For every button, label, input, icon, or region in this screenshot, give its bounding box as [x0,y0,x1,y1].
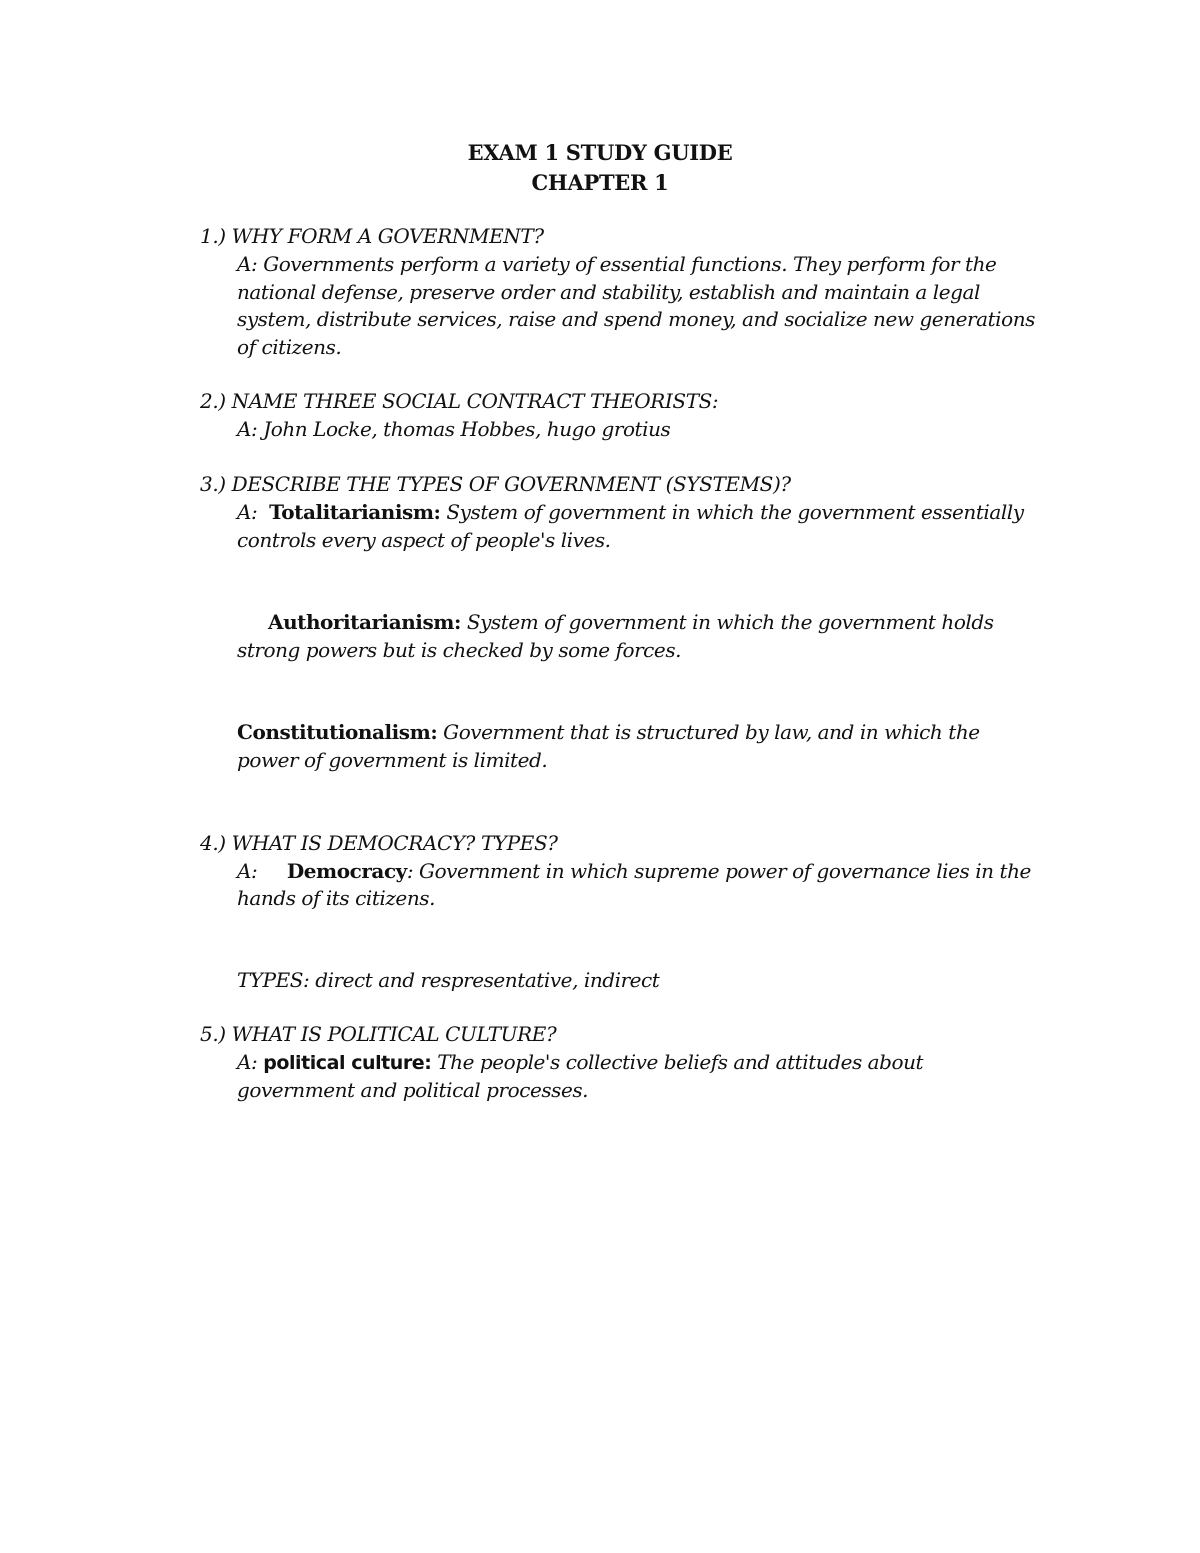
definition-text: System of government in which the government holds [466,610,994,634]
document-title: EXAM 1 STUDY GUIDE [467,140,733,165]
term-democracy: Democracy [286,859,407,883]
definition-text: The people's collective beliefs and attitudes about [437,1050,924,1074]
answer-line: A: John Locke, thomas Hobbes, hugo grotius [237,417,671,441]
question-text: WHAT IS POLITICAL CULTURE? [231,1022,557,1046]
definition-text: : Government in which supreme power of governance lies in the [406,859,1031,883]
question-text: NAME THREE SOCIAL CONTRACT THEORISTS: [231,389,719,413]
answer-line: national defense, preserve order and stability, establish and maintain a legal [237,280,980,304]
question-number: 2.) [200,389,226,413]
chapter-heading: CHAPTER 1 [531,170,669,195]
term-authoritarianism: Authoritarianism: [268,610,461,634]
answer-line: A: Governments perform a variety of essential functions. They perform for the [237,252,997,276]
question-number: 1.) [200,224,226,248]
question-5 [200,1022,556,1046]
definition-text: System of government in which the government essentially [446,500,1024,524]
question-text: DESCRIBE THE TYPES OF GOVERNMENT (SYSTEMS)? [231,472,791,496]
answer-line: controls every aspect of people's lives. [237,528,611,552]
question-text: WHAT IS DEMOCRACY? TYPES? [231,831,558,855]
totalitarianism-definition [237,500,1024,524]
question-3 [200,472,791,496]
political-culture-definition [237,1050,923,1074]
answer-line: of citizens. [237,335,342,359]
answer-prefix: A: [237,1050,258,1074]
question-number: 3.) [200,472,226,496]
question-number: 4.) [200,831,226,855]
question-number: 5.) [200,1022,226,1046]
answer-line: system, distribute services, raise and spend money, and socialize new generations [237,307,1035,331]
question-2 [200,389,718,413]
democracy-types: TYPES: direct and respresentative, indirect [237,968,660,992]
answer-line: government and political processes. [237,1078,589,1102]
question-4 [200,831,558,855]
democracy-definition [237,859,1031,883]
constitutionalism-definition [237,720,980,744]
term-constitutionalism: Constitutionalism: [237,720,438,744]
term-totalitarianism: Totalitarianism: [269,500,441,524]
answer-line: hands of its citizens. [237,886,435,910]
answer-line: power of government is limited. [237,748,548,772]
question-1 [200,224,544,248]
definition-text: Government that is structured by law, and in which the [443,720,980,744]
term-political-culture: political culture: [263,1052,432,1074]
authoritarianism-definition [268,610,994,634]
question-text: WHY FORM A GOVERNMENT? [231,224,544,248]
answer-line: strong powers but is checked by some forces. [237,638,682,662]
answer-prefix: A: [237,500,258,524]
answer-prefix: A: [237,859,258,883]
